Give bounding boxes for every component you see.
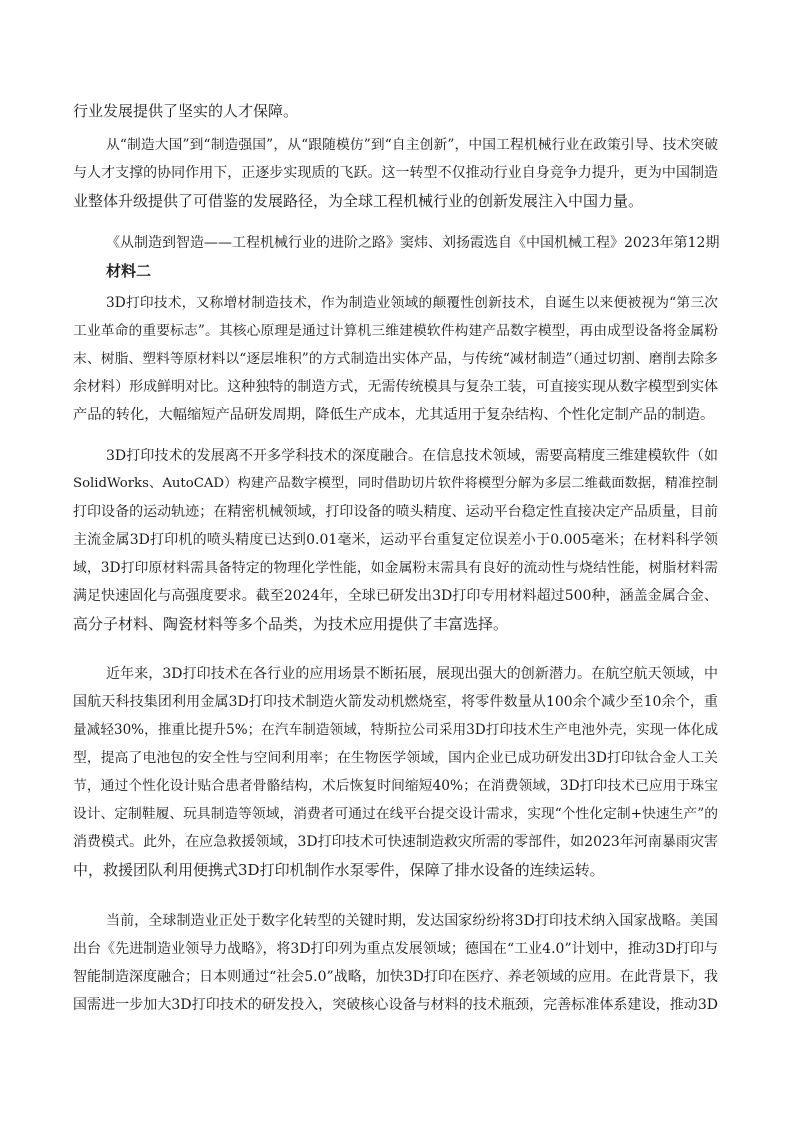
text-line: 当前，全球制造业正处于数字化转型的关键时期，发达国家纷纷将3D打印技术纳入国家战略。美国 [106, 913, 718, 929]
text-line: 出台《先进制造业领导力战略》，将3D打印列为重点发展领域；德国在“工业4.0”计划中，推动3D打印与 [73, 941, 718, 957]
text-line: 余材料）形成鲜明对比。这种独特的制造方式，无需传统模具与复杂工装，可直接实现从数字模型到实体 [73, 379, 718, 395]
text-line: 产品的转化，大幅缩短产品研发周期，降低生产成本，尤其适用于复杂结构、个性化定制产品的制造。 [73, 407, 715, 423]
text-line: 中，救援团队利用便携式3D打印机制作水泵零件，保障了排水设备的连续运转。 [73, 861, 605, 879]
text-line: 量减轻30%，推重比提升5%；在汽车制造领域，特斯拉公司采用3D打印技术生产电池外壳，实现一体化成 [73, 722, 718, 738]
text-line: 近年来，3D打印技术在各行业的应用场景不断拓展，展现出强大的创新潜力。在航空航天领域，中 [106, 666, 718, 682]
text-line: 与人才支撑的协同作用下，正逐步实现质的飞跃。这一转型不仅推动行业自身竞争力提升，更为中国制造 [73, 165, 718, 181]
text-line: 节，通过个性化设计贴合患者骨骼结构，术后恢复时间缩短40%；在消费领域，3D打印技术已应用于珠宝 [73, 778, 718, 794]
text-line: 从“制造大国”到“制造强国”，从“跟随模仿”到“自主创新”，中国工程机械行业在政策引导、技术突破 [106, 137, 718, 153]
text-line: 国航天科技集团利用金属3D打印技术制造火箭发动机燃烧室，将零件数量从100余个减少至10余个，重 [73, 694, 718, 710]
paragraph-3d-printing-disciplines [73, 442, 718, 638]
source-line: 《从制造到智造——工程机械行业的进阶之路》窦炜、刘扬霞选自《中国机械工程》2023年第12期 [106, 235, 720, 251]
text-line: 末、树脂、塑料等原材料以“逐层堆积”的方式制造出实体产品，与传统“减材制造”（通过切割、磨削去除多 [73, 351, 718, 367]
text-line: 域，3D打印原材料需具备特定的物理化学性能，如金属粉末需具有良好的流动性与烧结性能，树脂材料需 [73, 560, 718, 576]
paragraph-conclusion [73, 131, 718, 215]
section-heading: 材料二 [106, 262, 152, 280]
source-citation [106, 229, 718, 257]
text-line: 满足快速固化与高强度要求。截至2024年，全球已研发出3D打印专用材料超过500种，涵盖金属合金、 [73, 588, 718, 604]
paragraph-3d-printing-applications [73, 660, 718, 884]
text-line: 型，提高了电池包的安全性与空间利用率；在生物医学领域，国内企业已成功研发出3D打印钛合金人工关 [73, 750, 718, 766]
paragraph-national-strategy [73, 907, 718, 1019]
text-line: 工业革命的重要标志”。其核心原理是通过计算机三维建模软件构建产品数字模型，再由成型设备将金属粉 [73, 323, 718, 339]
text-line: 设计、定制鞋履、玩具制造等领域，消费者可通过在线平台提交设计需求，实现“个性化定制+快速生产”的 [73, 806, 718, 822]
text-line: 3D打印技术的发展离不开多学科技术的深度融合。在信息技术领域，需要高精度三维建模软件（如 [106, 448, 718, 464]
text-line: 3D打印技术，又称增材制造技术，作为制造业领域的颠覆性创新技术，自诞生以来便被视为“第三次 [106, 295, 718, 311]
paragraph-continuation [73, 97, 718, 125]
text-line: 智能制造深度融合；日本则通过“社会5.0”战略，加快3D打印在医疗、养老领域的应用。在此背景下，我 [73, 969, 718, 985]
paragraph-3d-printing-intro [73, 289, 718, 429]
text-line: 国需进一步加大3D打印技术的研发投入，突破核心设备与材料的技术瓶颈，完善标准体系建设，推动3D [73, 997, 718, 1013]
text-line: 行业发展提供了坚实的人才保障。 [73, 102, 299, 120]
text-line: 打印设备的运动轨迹；在精密机械领域，打印设备的喷头精度、运动平台稳定性直接决定产品质量，目前 [73, 504, 718, 520]
text-line: 主流金属3D打印机的喷头精度已达到0.01毫米，运动平台重复定位误差小于0.005毫米；在材料科学领 [73, 532, 718, 548]
text-line: 消费模式。此外，在应急救援领域，3D打印技术可快速制造救灾所需的零部件，如2023年河南暴雨灾害 [73, 834, 718, 850]
text-line: 高分子材料、陶瓷材料等多个品类，为技术应用提供了丰富选择。 [73, 615, 509, 633]
text-line: SolidWorks、AutoCAD）构建产品数字模型，同时借助切片软件将模型分解为多层二维截面数据，精准控制 [73, 476, 718, 491]
text-line: 业整体升级提供了可借鉴的发展路径，为全球工程机械行业的创新发展注入中国力量。 [73, 192, 644, 210]
